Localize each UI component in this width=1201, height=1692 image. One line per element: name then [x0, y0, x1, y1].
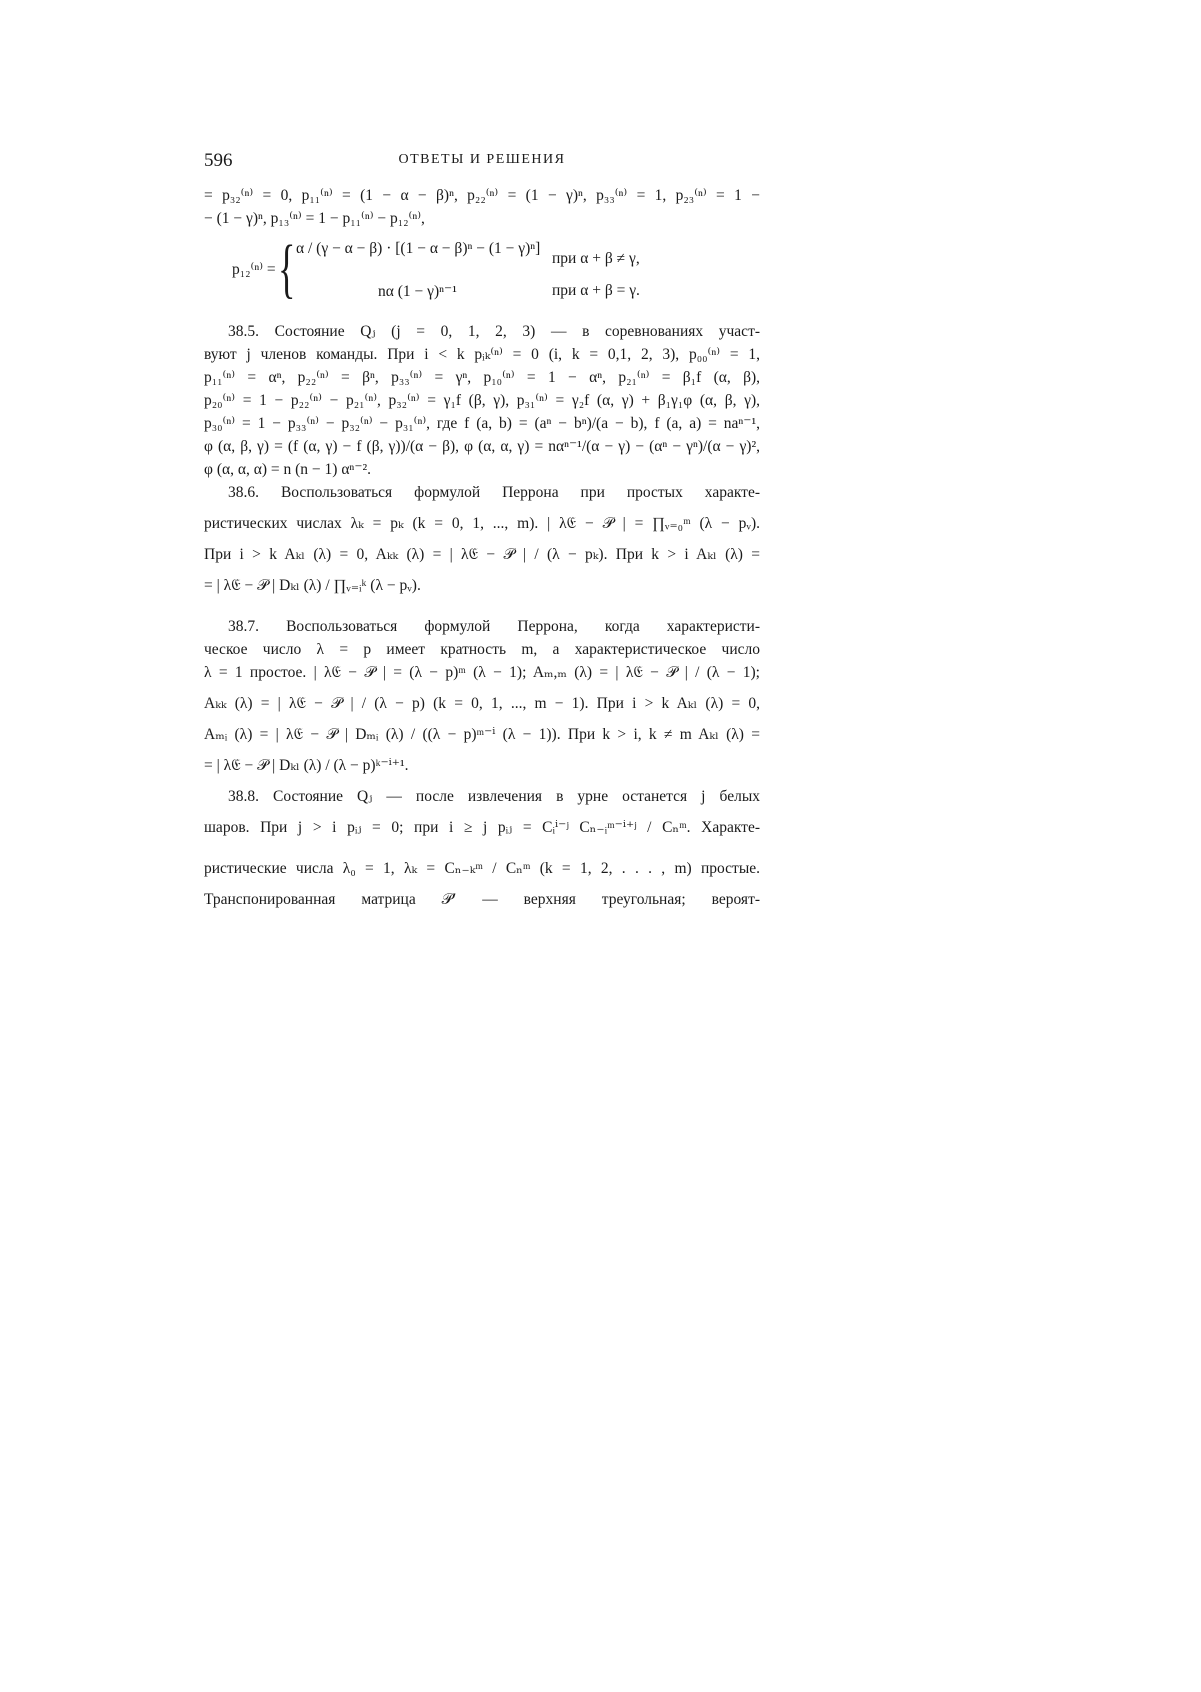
paragraph-line: p₁₁⁽ⁿ⁾ = αⁿ, p₂₂⁽ⁿ⁾ = βⁿ, p₃₃⁽ⁿ⁾ = γⁿ, p₁₀⁽ⁿ⁾ = 1 − αⁿ, p₂₁⁽ⁿ⁾ = β₁f (α, β),: [204, 369, 760, 386]
paragraph-line: При i > k Aₖₗ (λ) = 0, Aₖₖ (λ) = | λ𝔈 − 𝒫 | / (λ − pₖ). При k > i Aₖₗ (λ) =: [204, 546, 760, 563]
paragraph-line: шаров. При j > i pᵢⱼ = 0; при i ≥ j pᵢⱼ = Cᵢⁱ⁻ʲ Cₙ₋ᵢᵐ⁻ⁱ⁺ʲ / Cₙᵐ. Характе-: [204, 819, 760, 836]
section-38-6: [204, 481, 760, 597]
case-expression: α / (γ − α − β) · [(1 − α − β)ⁿ − (1 − γ)ⁿ]: [296, 240, 541, 257]
paragraph-line: Aₘᵢ (λ) = | λ𝔈 − 𝒫 | Dₘᵢ (λ) / ((λ − p)ᵐ⁻ⁱ (λ − 1)). При k > i, k ≠ m Aₖₗ (λ) =: [204, 726, 760, 743]
page-number: 596: [204, 150, 233, 171]
paragraph-line: 38.5. Состояние Qⱼ (j = 0, 1, 2, 3) — в соревнованиях участ-: [228, 323, 760, 340]
paragraph-line: φ (α, β, γ) = (f (α, γ) − f (β, γ))/(α − β), φ (α, α, γ) = nαⁿ⁻¹/(α − γ) − (αⁿ − γⁿ)/(α − γ)²,: [204, 438, 760, 455]
paragraph-line: p₃₀⁽ⁿ⁾ = 1 − p₃₃⁽ⁿ⁾ − p₃₂⁽ⁿ⁾ − p₃₁⁽ⁿ⁾, где f (a, b) = (aⁿ − bⁿ)/(a − b), f (a, a) = naⁿ⁻¹,: [204, 415, 760, 432]
paragraph-line: ристические числа λ₀ = 1, λₖ = Cₙ₋ₖᵐ / Cₙᵐ (k = 1, 2, . . . , m) простые.: [204, 860, 760, 877]
paragraph-line: ческое число λ = p имеет кратность m, а характеристическое число: [204, 641, 760, 658]
section-38-8: [204, 785, 760, 911]
paragraph-line: = | λ𝔈 − 𝒫 | Dₖₗ (λ) / ∏ᵥ₌ᵢᵏ (λ − pᵥ).: [204, 577, 421, 594]
paragraph-line: = | λ𝔈 − 𝒫 | Dₖₗ (λ) / (λ − p)ᵏ⁻ⁱ⁺¹.: [204, 757, 409, 774]
paragraph-line: вуют j членов команды. При i < k pᵢₖ⁽ⁿ⁾ = 0 (i, k = 0,1, 2, 3), p₀₀⁽ⁿ⁾ = 1,: [204, 346, 760, 363]
piecewise-formula: [204, 230, 760, 312]
paragraph-line: 38.8. Состояние Qⱼ — после извлечения в урне останется j белых: [228, 788, 760, 805]
section-38-7: [204, 615, 760, 777]
brace: {: [278, 232, 296, 305]
paragraph-line: 38.7. Воспользоваться формулой Перрона, когда характеристи-: [228, 618, 760, 635]
formula-line: = p₃₂⁽ⁿ⁾ = 0, p₁₁⁽ⁿ⁾ = (1 − α − β)ⁿ, p₂₂⁽ⁿ⁾ = (1 − γ)ⁿ, p₃₃⁽ⁿ⁾ = 1, p₂₃⁽ⁿ⁾ = 1 −: [204, 187, 760, 204]
case-condition: при α + β ≠ γ,: [552, 250, 640, 267]
section-38-5: [204, 320, 760, 481]
intro-formulas: [204, 184, 760, 230]
page-header: [204, 150, 760, 184]
paragraph-line: ристических числах λₖ = pₖ (k = 0, 1, ..., m). | λ𝔈 − 𝒫 | = ∏ᵥ₌₀ᵐ (λ − pᵥ).: [204, 515, 760, 532]
case-expression: nα (1 − γ)ⁿ⁻¹: [378, 283, 457, 300]
running-title: ОТВЕТЫ И РЕШЕНИЯ: [398, 152, 566, 167]
case-condition: при α + β = γ.: [552, 282, 640, 299]
page-body: [204, 150, 760, 911]
paragraph-line: Aₖₖ (λ) = | λ𝔈 − 𝒫 | / (λ − p) (k = 0, 1, ..., m − 1). При i > k Aₖₗ (λ) = 0,: [204, 695, 760, 712]
formula-line: − (1 − γ)ⁿ, p₁₃⁽ⁿ⁾ = 1 − p₁₁⁽ⁿ⁾ − p₁₂⁽ⁿ⁾,: [204, 210, 425, 227]
paragraph-line: λ = 1 простое. | λ𝔈 − 𝒫 | = (λ − p)ᵐ (λ − 1); Aₘ,ₘ (λ) = | λ𝔈 − 𝒫 | / (λ − 1);: [204, 664, 760, 681]
paragraph-line: Транспонированная матрица 𝒫′ — верхняя треугольная; вероят-: [204, 891, 760, 908]
piecewise-label: p₁₂⁽ⁿ⁾ =: [232, 261, 276, 278]
paragraph-line: p₂₀⁽ⁿ⁾ = 1 − p₂₂⁽ⁿ⁾ − p₂₁⁽ⁿ⁾, p₃₂⁽ⁿ⁾ = γ₁f (β, γ), p₃₁⁽ⁿ⁾ = γ₂f (α, γ) + β₁γ₁φ (α, β, γ),: [204, 392, 760, 409]
paragraph-line: φ (α, α, α) = n (n − 1) αⁿ⁻².: [204, 461, 372, 478]
paragraph-line: 38.6. Воспользоваться формулой Перрона при простых характе-: [228, 484, 760, 501]
